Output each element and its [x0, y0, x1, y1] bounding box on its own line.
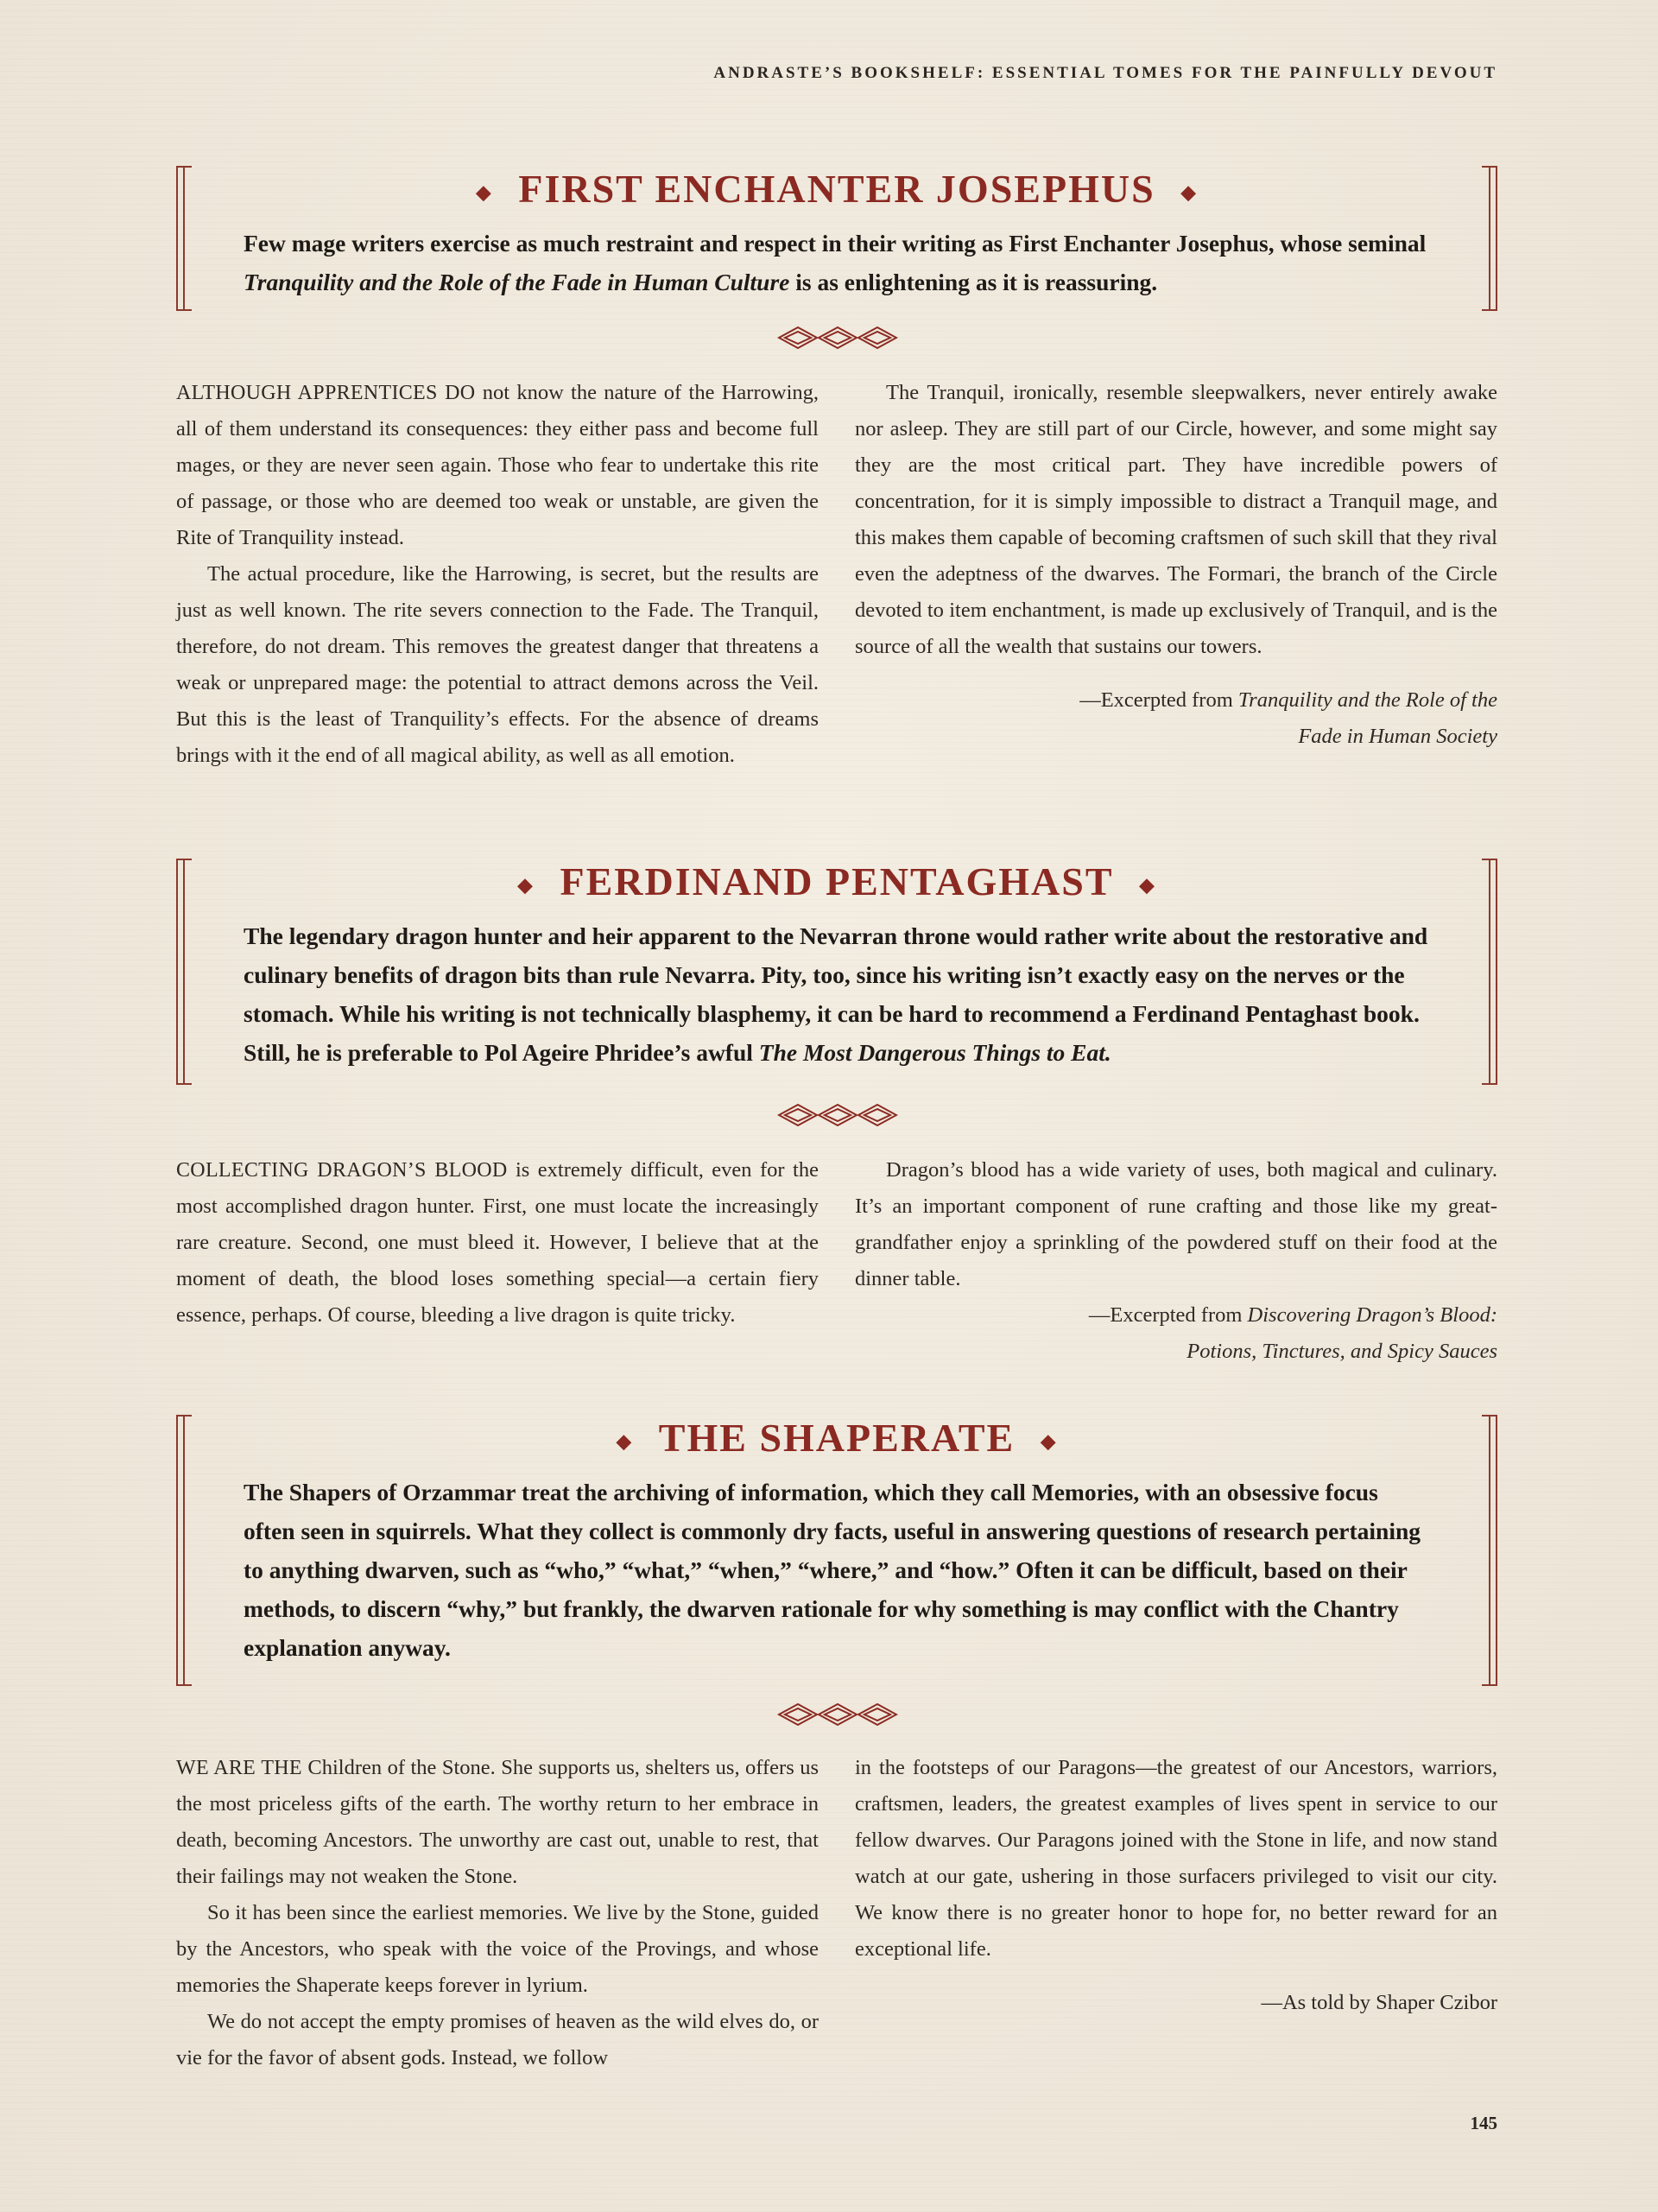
section-title: ◆ FIRST ENCHANTER JOSEPHUS ◆	[476, 167, 1198, 211]
diamond-icon: ◆	[517, 874, 535, 897]
section-title: ◆ FERDINAND PENTAGHAST ◆	[517, 859, 1156, 903]
column-right: Dragon’s blood has a wide variety of uses, both magical and culinary. It’s an important component of rune crafting and those like my great-grandfather enjoy a sprinkling of the powdered stuff on their food at the dinner table. —Excerpted from Discovering Dragon’s Blood: Potions, Tinctures, and Spicy Sauces	[855, 1152, 1497, 1370]
section-intro-pentaghast	[176, 859, 1497, 1085]
bracket-right	[1482, 166, 1497, 311]
section-intro-text: The Shapers of Orzammar treat the archiving of information, which they call Memories, with an obsessive focus often seen in squirrels. What they collect is commonly dry facts, useful in answering questions of research pertaining to anything dwarven, such as “who,” “what,” “when,” “where,” and “how.” Often it can be difficult, based on their methods, to discern “why,” but frankly, the dwarven rationale for why something is may conflict with the Chantry explanation anyway.	[244, 1479, 1421, 1661]
excerpt-credit: —As told by Shaper Czibor	[1261, 1991, 1497, 2014]
diamond-icon: ◆	[1180, 181, 1198, 204]
ornament-divider	[777, 1102, 898, 1128]
section-intro-text: Few mage writers exercise as much restraint and respect in their writing as First Enchanter Josephus, whose seminal Tranquility and the Role of the Fade in Human Culture is as enlightening as it is reassuring.	[244, 230, 1427, 295]
section-title: ◆ THE SHAPERATE ◆	[616, 1416, 1058, 1460]
ornament-divider	[777, 325, 898, 351]
ornament-divider	[777, 1702, 898, 1727]
column-left: ALTHOUGH APPRENTICES DO not know the nature of the Harrowing, all of them understand its consequences: they either pass and become full mages, or they are never seen again. Those who fear to undertake this rite of passage, or those who are deemed too weak or unstable, are given the Rite of Tranquility instead. The actual procedure, like the Harrowing, is secret, but the results are just as well known. The rite severs connection to the Fade. The Tranquil, therefore, do not dream. This removes the greatest danger that threatens a weak or unprepared mage: the potential to attract demons across the Veil. But this is the least of Tranquility’s effects. For the absence of dreams brings with it the end of all magical ability, as well as all emotion.	[176, 381, 820, 767]
column-right: in the footsteps of our Paragons—the greatest of our Ancestors, warriors, craftsmen, leaders, the greatest examples of lives spent in service to our fellow dwarves. Our Paragons joined with the Stone in life, and now stand watch at our gate, ushering in those surfacers privileged to visit our city. We know there is no greater honor to hope for, no better reward for an exceptional life. —As told by Shaper Czibor	[855, 1750, 1497, 2021]
column-left: WE ARE THE Children of the Stone. She supports us, shelters us, offers us the most priceless gifts of the earth. The worthy return to her embrace in death, becoming Ancestors. The unworthy are cast out, unable to rest, that their failings may not weaken the Stone. So it has been since the earliest memories. We live by the Stone, guided by the Ancestors, who speak with the voice of the Provings, and whose memories the Shaperate keeps forever in lyrium. We do not accept the empty promises of heaven as the wild elves do, or vie for the favor of absent gods. Instead, we follow	[176, 1756, 819, 2069]
bracket-right	[1482, 1415, 1497, 1686]
diamond-icon: ◆	[1139, 874, 1156, 897]
section-intro-shaperate	[176, 1415, 1497, 1686]
page-number: 145	[1470, 2113, 1497, 2133]
bracket-left	[176, 859, 192, 1085]
column-right: The Tranquil, ironically, resemble sleepwalkers, never entirely awake nor asleep. They are still part of our Circle, however, and some might say they are the most critical part. They have incredible powers of concentration, for it is simply impossible to distract a Tranquil mage, and this makes them capable of becoming craftsmen of such skill that they rival even the adeptness of the dwarves. The Formari, the branch of the Circle devoted to item enchantment, is made up exclusively of Tranquil, and is the source of all the wealth that sustains our towers. —Excerpted from Tranquility and the Role of the Fade in Human Society	[855, 375, 1497, 755]
diamond-icon: ◆	[1041, 1430, 1058, 1453]
running-head: ANDRASTE’S BOOKSHELF: ESSENTIAL TOMES FOR THE PAINFULLY DEVOUT	[713, 64, 1497, 82]
bracket-right	[1482, 859, 1497, 1085]
section-intro-josephus	[176, 166, 1497, 311]
diamond-icon: ◆	[616, 1430, 633, 1453]
column-left: COLLECTING DRAGON’S BLOOD is extremely difficult, even for the most accomplished dragon hunter. First, one must locate the increasingly rare creature. Second, one must bleed it. However, I believe that at the moment of death, the blood loses something special—a certain fiery essence, perhaps. Of course, bleeding a live dragon is quite tricky.	[176, 1158, 819, 1327]
bracket-left	[176, 1415, 192, 1686]
bracket-left	[176, 166, 192, 311]
section-intro-text: The legendary dragon hunter and heir apparent to the Nevarran throne would rather write about the restorative and culinary benefits of dragon bits than rule Nevarra. Pity, too, since his writing isn’t exactly easy on the nerves or the stomach. While his writing is not technically blasphemy, it can be hard to recommend a Ferdinand Pentaghast book. Still, he is preferable to Pol Ageire Phridee’s awful The Most Dangerous Things to Eat.	[244, 922, 1428, 1066]
excerpt-credit: —Excerpted from Tranquility and the Role of the Fade in Human Society	[1079, 688, 1497, 748]
diamond-icon: ◆	[476, 181, 493, 204]
excerpt-credit: —Excerpted from Discovering Dragon’s Blood: Potions, Tinctures, and Spicy Sauces	[1088, 1303, 1497, 1363]
